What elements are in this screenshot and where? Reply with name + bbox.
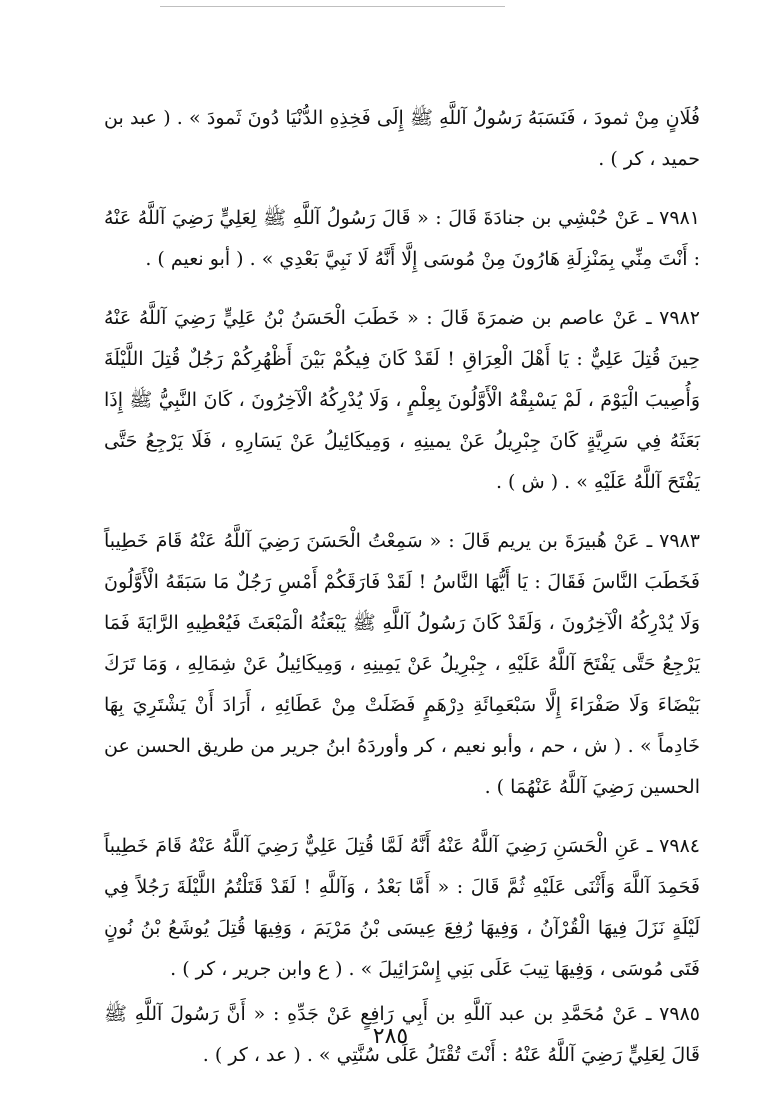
page-number: ٢٨٥ bbox=[372, 1024, 409, 1049]
hadith-7985: ٧٩٨٥ ـ عَنْ مُحَمَّدِ بن عبد آللَّهِ بن أَبِي رَافِعٍ عَنْ جَدِّهِ : « أَنَّ رَسُولَ آللَّهِ ﷺ قَالَ لِعَلِيٍّ رَضِيَ آللَّهُ عَنْهُ : أَنْتَ تُقْتَلُ عَلَى سُنَّتِي » . ( عد ، كر ) . bbox=[104, 1003, 700, 1066]
paragraph-continuation: فُلَانٍ مِنْ ثمودَ ، فَنَسَبَهُ رَسُولُ آللَّهِ ﷺ إِلَى فَخِذِهِ الدُّنْيَا دُونَ ثَمودَ » . ( عبد بن حميد ، كر ) . bbox=[104, 107, 700, 170]
top-rule bbox=[160, 6, 505, 7]
hadith-7981: ٧٩٨١ ـ عَنْ حُبْشِي بن جنادَةَ قَالَ : « قَالَ رَسُولُ آللَّهِ ﷺ لِعَلِيٍّ رَضِيَ آللَّهُ عَنْهُ : أَنْتَ مِنِّي بِمَنْزِلَةِ هَارُونَ مِنْ مُوسَى إِلَّا أَنَّهُ لَا نَبِيَّ بَعْدِي » . ( أبو نعيم ) . bbox=[104, 207, 700, 270]
hadith-7982: ٧٩٨٢ ـ عَنْ عاصم بن ضمرَةَ قَالَ : « خَطَبَ الْحَسَنُ بْنُ عَلِيٍّ رَضِيَ آللَّهُ عَنْهُ حِينَ قُتِلَ عَلِيٌّ : يَا أَهْلَ الْعِرَاقِ ! لَقَدْ كَانَ فِيكُمْ بَيْنَ أَظْهُرِكُمْ رَجُلٌ قُتِلَ اللَّيْلَةَ وَأُصِيبَ الْيَوْمَ ، لَمْ يَسْبِقْهُ الْأَوَّلُونَ بِعِلْمٍ ، وَلَا يُدْرِكُهُ الْآخِرُونَ ، كَانَ النَّبِيُّ ﷺ إِذَا بَعَثَهُ فِي سَرِيَّةٍ كَانَ جِبْرِيلُ عَنْ يمينِهِ ، وَمِيكَائِيلُ عَنْ يَسَارِهِ ، فَلَا يَرْجِعُ حَتَّى يَفْتَحَ آللَّهُ عَلَيْهِ » . ( ش ) . bbox=[104, 307, 700, 493]
hadith-7984: ٧٩٨٤ ـ عَنِ الْحَسَنِ رَضِيَ آللَّهُ عَنْهُ أَنَّهُ لَمَّا قُتِلَ عَلِيٌّ رَضِيَ آللَّهُ عَنْهُ قَامَ خَطِيباً فَحَمِدَ آللَّهَ وَأَثْنَى عَلَيْهِ ثُمَّ قَالَ : « أَمَّا بَعْدُ ، وَآللَّهِ ! لَقَدْ قَتَلْتُمُ اللَّيْلَةَ رَجُلاً فِي لَيْلَةٍ نَزَلَ فِيهَا الْقُرْآنُ ، وَفِيهَا رُفِعَ عِيسَى بْنُ مَرْيَمَ ، وَفِيهَا قُتِلَ يُوشَعُ بْنُ نُونٍ فَتَى مُوسَى ، وَفِيهَا تِيبَ عَلَى بَنِي إِسْرَائِيلَ » . ( ع وابن جرير ، كر ) . bbox=[104, 835, 700, 980]
hadith-7983: ٧٩٨٣ ـ عَنْ هُبيرَةَ بن يريم قَالَ : « سَمِعْتُ الْحَسَنَ رَضِيَ آللَّهُ عَنْهُ قَامَ خَطِيباً فَخَطَبَ النَّاسَ فَقَالَ : يَا أَيُّهَا النَّاسُ ! لَقَدْ فَارَقَكُمْ أَمْسِ رَجُلٌ مَا سَبَقَهُ الْأَوَّلُونَ وَلَا يُدْرِكُهُ الْآخِرُونَ ، وَلَقَدْ كَانَ رَسُولُ آللَّهِ ﷺ يَبْعَثُهُ الْمَبْعَثَ فَيُعْطِيهِ الرَّايَةَ فَمَا يَرْجِعُ حَتَّى يَفْتَحَ آللَّهُ عَلَيْهِ ، جِبْرِيلُ عَنْ يَمِينِهِ ، وَمِيكَائِيلُ عَنْ شِمَالِهِ ، وَمَا تَرَكَ بَيْضَاءَ وَلَا صَفْرَاءَ إِلَّا سَبْعَمِائَةِ دِرْهَمٍ فَضَلَتْ مِنْ عَطَائِهِ ، أَرَادَ أَنْ يَشْتَرِيَ بِهَا خَادِماً » . ( ش ، حم ، وأبو نعيم ، كر وأوردَهُ ابنُ جرير من طريق الحسن عن الحسين رَضِيَ آللَّهُ عَنْهُمَا ) . bbox=[104, 530, 700, 798]
main-text bbox=[104, 98, 700, 1076]
